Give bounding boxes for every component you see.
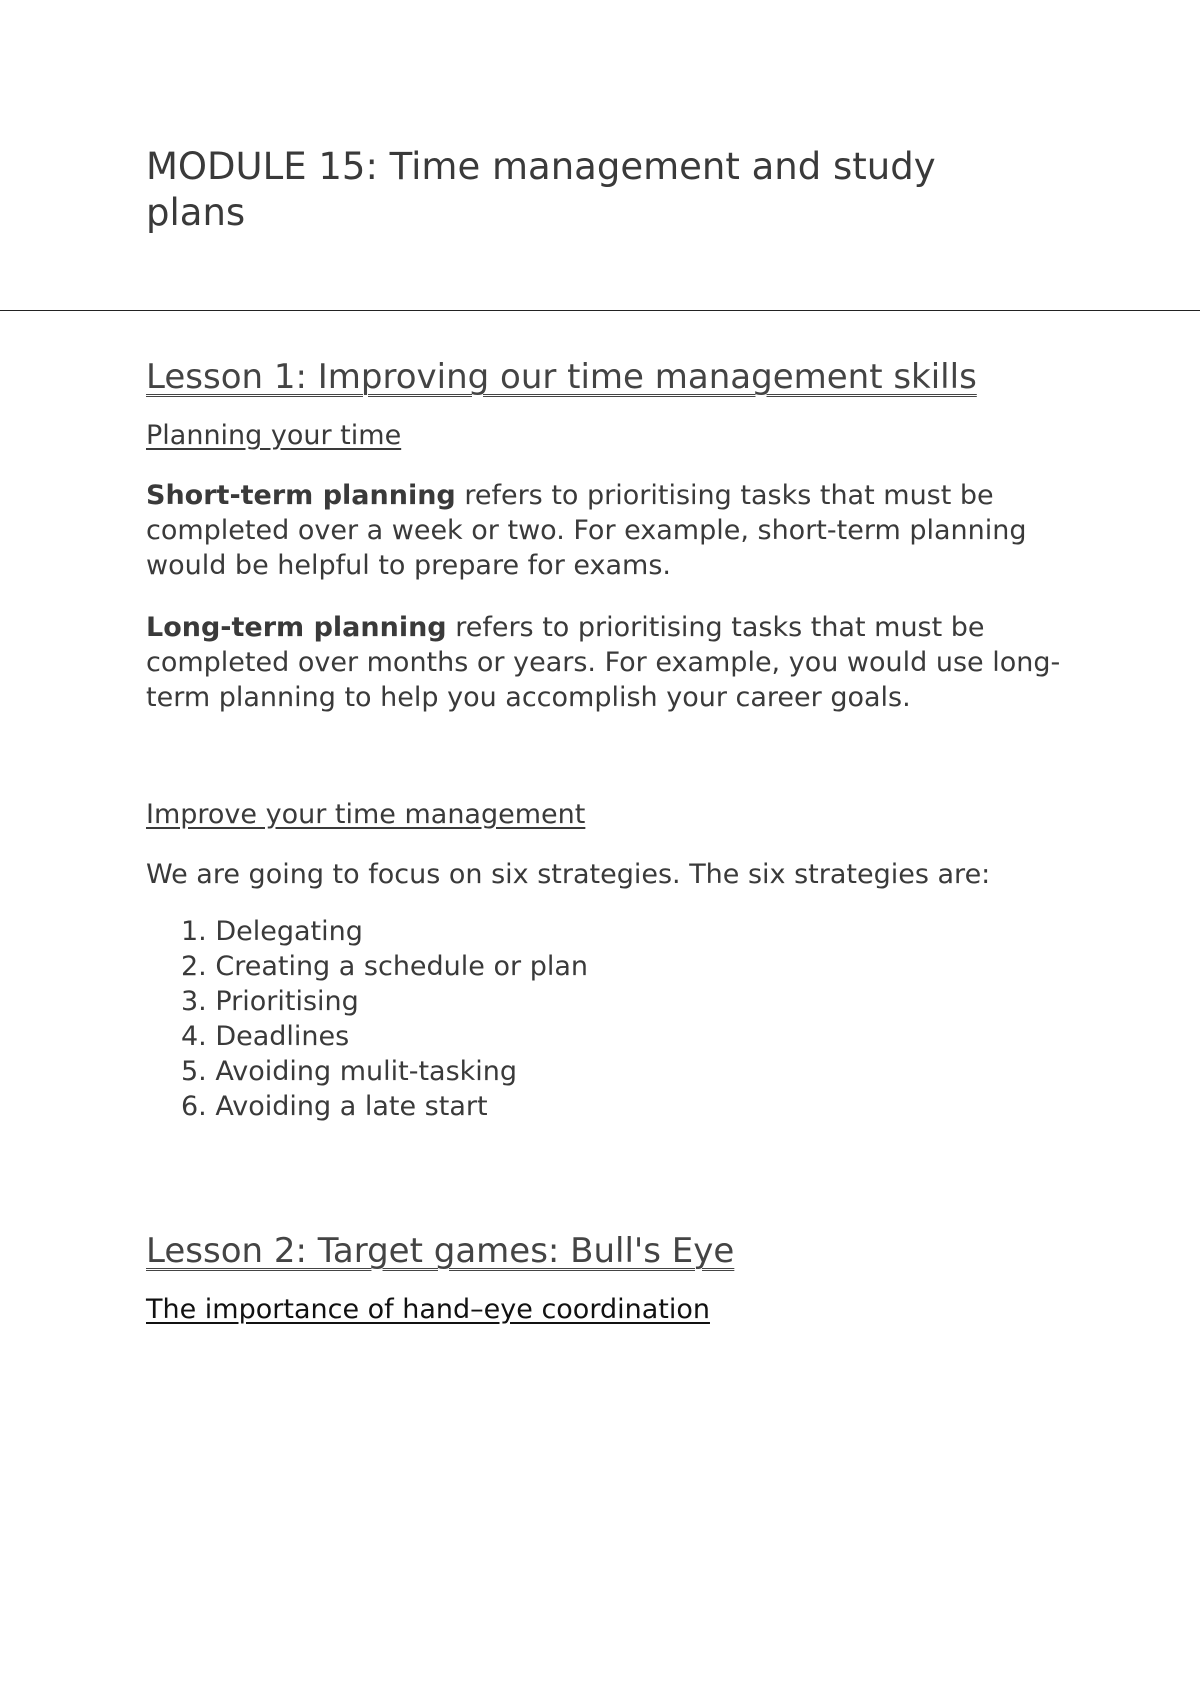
long-term-term: Long-term planning — [146, 612, 447, 643]
short-term-text: refers to prioritising tasks that must be completed over a week or two. For example, short-term planning would be helpful to prepare for exams. — [146, 480, 1027, 581]
lesson-1-heading: Lesson 1: Improving our time management skills — [146, 357, 977, 397]
list-item: 1. Delegating — [181, 916, 363, 947]
planning-subheading: Planning your time — [146, 420, 402, 451]
lesson-2-heading: Lesson 2: Target games: Bull's Eye — [146, 1231, 735, 1271]
horizontal-rule — [0, 310, 1200, 311]
hand-eye-subheading: The importance of hand–eye coordination — [146, 1294, 710, 1325]
long-term-paragraph — [146, 610, 1066, 715]
short-term-paragraph — [146, 478, 1066, 583]
list-item: 3. Prioritising — [181, 986, 359, 1017]
long-term-text: refers to prioritising tasks that must be completed over months or years. For example, you would use long-term planning to help you accomplish your career goals. — [146, 612, 1061, 713]
list-item: 2. Creating a schedule or plan — [181, 951, 588, 982]
list-item: 4. Deadlines — [181, 1021, 350, 1052]
improve-subheading: Improve your time management — [146, 799, 586, 830]
document-body — [146, 352, 1066, 1328]
list-item: 6. Avoiding a late start — [181, 1091, 488, 1122]
list-item: 5. Avoiding mulit-tasking — [181, 1056, 518, 1087]
short-term-term: Short-term planning — [146, 480, 456, 511]
strategies-list — [146, 914, 1066, 1124]
module-title: MODULE 15: Time management and study plans — [146, 145, 936, 234]
strategies-intro: We are going to focus on six strategies. The six strategies are: — [146, 859, 991, 890]
